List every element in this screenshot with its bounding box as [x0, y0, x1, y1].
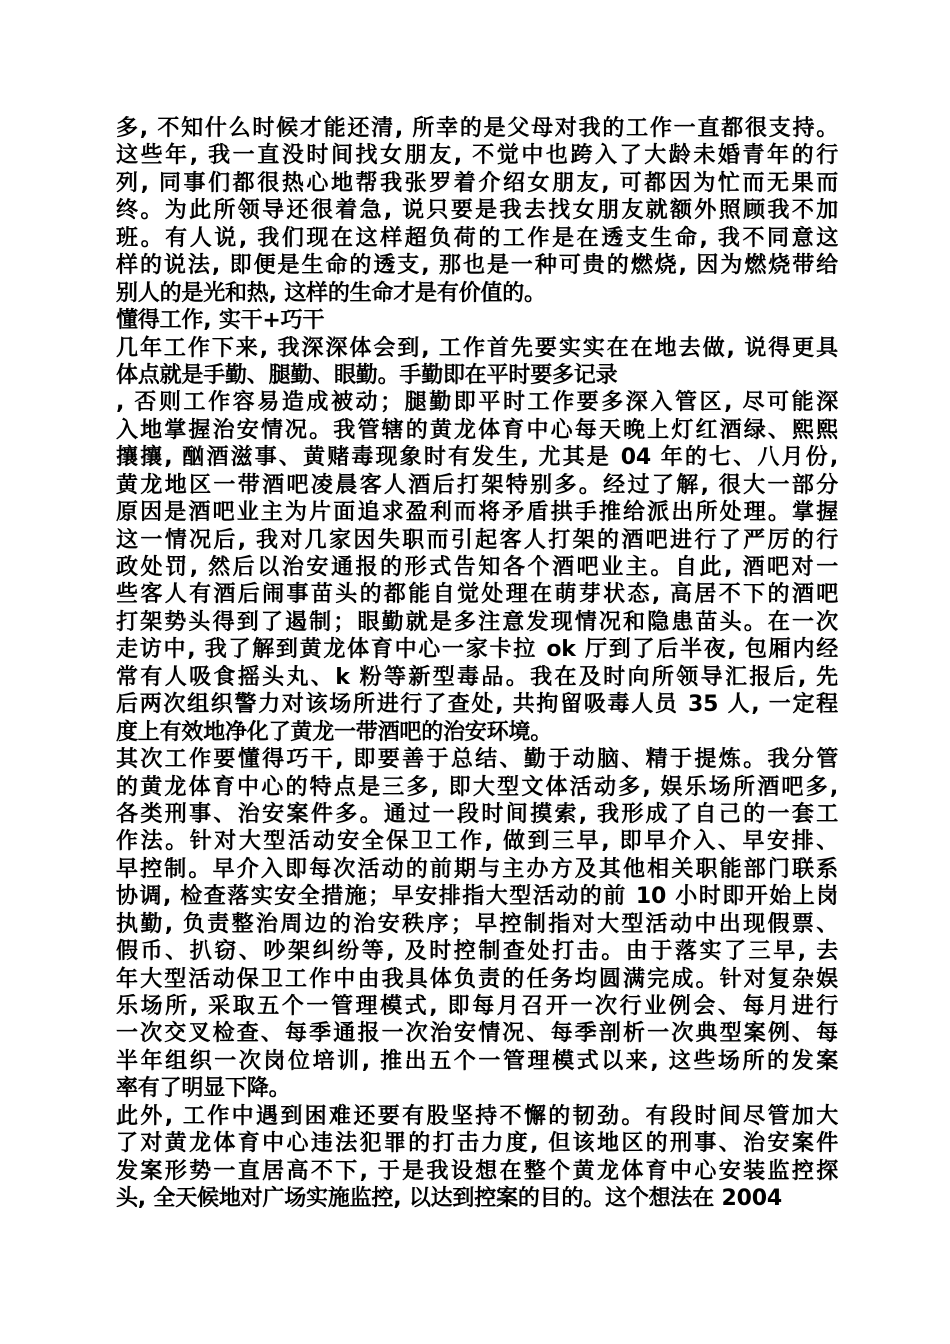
- text-line: 这些年, 我一直没时间找女朋友, 不觉中也跨入了大龄未婚青年的行: [116, 143, 838, 169]
- text-line: 一次交叉检查、每季通报一次治安情况、每季剖析一次典型案例、每: [116, 1021, 838, 1047]
- text-line: 早控制。早介入即每次活动的前期与主办方及其他相关职能部门联系: [116, 856, 838, 882]
- text-line: 作法。针对大型活动安全保卫工作, 做到三早, 即早介入、早安排、: [116, 829, 838, 855]
- text-line: 政处罚, 然后以治安通报的形式告知各个酒吧业主。自此, 酒吧对一: [116, 555, 838, 580]
- text-line: 乐场所, 采取五个一管理模式, 即每月召开一次行业例会、每月进行: [116, 994, 838, 1019]
- text-line: 些客人有酒后闹事苗头的都能自觉处理在萌芽状态, 高居不下的酒吧: [116, 582, 838, 608]
- text-line: 黄龙地区一带酒吧凌晨客人酒后打架特别多。经过了解, 很大一部分: [116, 472, 838, 498]
- text-line: , 否则工作容易造成被动；腿勤即平时工作要多深入管区, 尽可能深: [116, 390, 838, 416]
- text-line: 列, 同事们都很热心地帮我张罗着介绍女朋友, 可都因为忙而无果而: [116, 170, 838, 196]
- text-line: 头, 全天候地对广场实施监控, 以达到控案的目的。这个想法在 2004: [116, 1186, 782, 1212]
- text-line: 的黄龙体育中心的特点是三多, 即大型文体活动多, 娱乐场所酒吧多,: [116, 774, 838, 800]
- text-line: 打架势头得到了遏制；眼勤就是多注意发现情况和隐患苗头。在一次: [116, 609, 838, 635]
- text-line: 体点就是手勤、腿勤、眼勤。手勤即在平时要多记录: [116, 362, 618, 388]
- text-line: 班。有人说, 我们现在这样超负荷的工作是在透支生命, 我不同意这: [116, 225, 838, 251]
- text-line: 率有了明显下降。: [116, 1076, 291, 1102]
- text-line: 执勤, 负责整治周边的治安秩序；早控制指对大型活动中出现假票、: [116, 911, 838, 937]
- text-line: 常有人吸食摇头丸、k 粉等新型毒品。我在及时向所领导汇报后, 先: [116, 664, 838, 690]
- text-line: 走访中, 我了解到黄龙体育中心一家卡拉 ok 厅到了后半夜, 包厢内经: [116, 637, 838, 663]
- text-line: 各类刑事、治安案件多。通过一段时间摸索, 我形成了自己的一套工: [116, 801, 838, 827]
- text-line: 懂得工作, 实干+巧干: [116, 308, 325, 334]
- text-line: 了对黄龙体育中心违法犯罪的打击力度, 但该地区的刑事、治安案件: [116, 1131, 838, 1157]
- text-line: 度上有效地净化了黄龙一带酒吧的治安环境。: [116, 719, 553, 745]
- text-line: 后两次组织警力对该场所进行了查处, 共拘留吸毒人员 35 人, 一定程: [116, 692, 838, 718]
- text-line: 假币、扒窃、吵架纠纷等, 及时控制查处打击。由于落实了三早, 去: [116, 939, 838, 965]
- text-line: 原因是酒吧业主为片面追求盈利而将矛盾拱手推给派出所处理。掌握: [116, 500, 838, 526]
- text-line: 此外, 工作中遇到困难还要有股坚持不懈的韧劲。有段时间尽管加大: [116, 1103, 838, 1129]
- text-line: 样的说法, 即便是生命的透支, 那也是一种可贵的燃烧, 因为燃烧带给: [116, 253, 838, 279]
- text-line: 终。为此所领导还很着急, 说只要是我去找女朋友就额外照顾我不加: [116, 198, 838, 224]
- text-line: 多, 不知什么时候才能还清, 所幸的是父母对我的工作一直都很支持。: [116, 116, 838, 141]
- text-line: 其次工作要懂得巧干, 即要善于总结、勤于动脑、精于提炼。我分管: [116, 747, 838, 773]
- text-line: 发案形势一直居高不下, 于是我设想在整个黄龙体育中心安装监控探: [116, 1158, 838, 1184]
- text-line: 协调, 检查落实安全措施；早安排指大型活动的前 10 小时即开始上岗: [116, 884, 838, 910]
- text-line: 入地掌握治安情况。我管辖的黄龙体育中心每天晚上灯红酒绿、熙熙: [116, 417, 838, 443]
- body-text: [116, 115, 838, 1213]
- text-line: 年大型活动保卫工作中由我具体负责的任务均圆满完成。针对复杂娱: [116, 966, 838, 992]
- text-line: 攘攘, 酗酒滋事、黄赌毒现象时有发生, 尤其是 04 年的七、八月份,: [116, 445, 838, 471]
- text-line: 别人的是光和热, 这样的生命才是有价值的。: [116, 280, 546, 306]
- text-line: 半年组织一次岗位培训, 推出五个一管理模式以来, 这些场所的发案: [116, 1048, 838, 1074]
- text-line: 几年工作下来, 我深深体会到, 工作首先要实实在在地去做, 说得更具: [116, 335, 838, 361]
- text-line: 这一情况后, 我对几家因失职而引起客人打架的酒吧进行了严厉的行: [116, 527, 838, 553]
